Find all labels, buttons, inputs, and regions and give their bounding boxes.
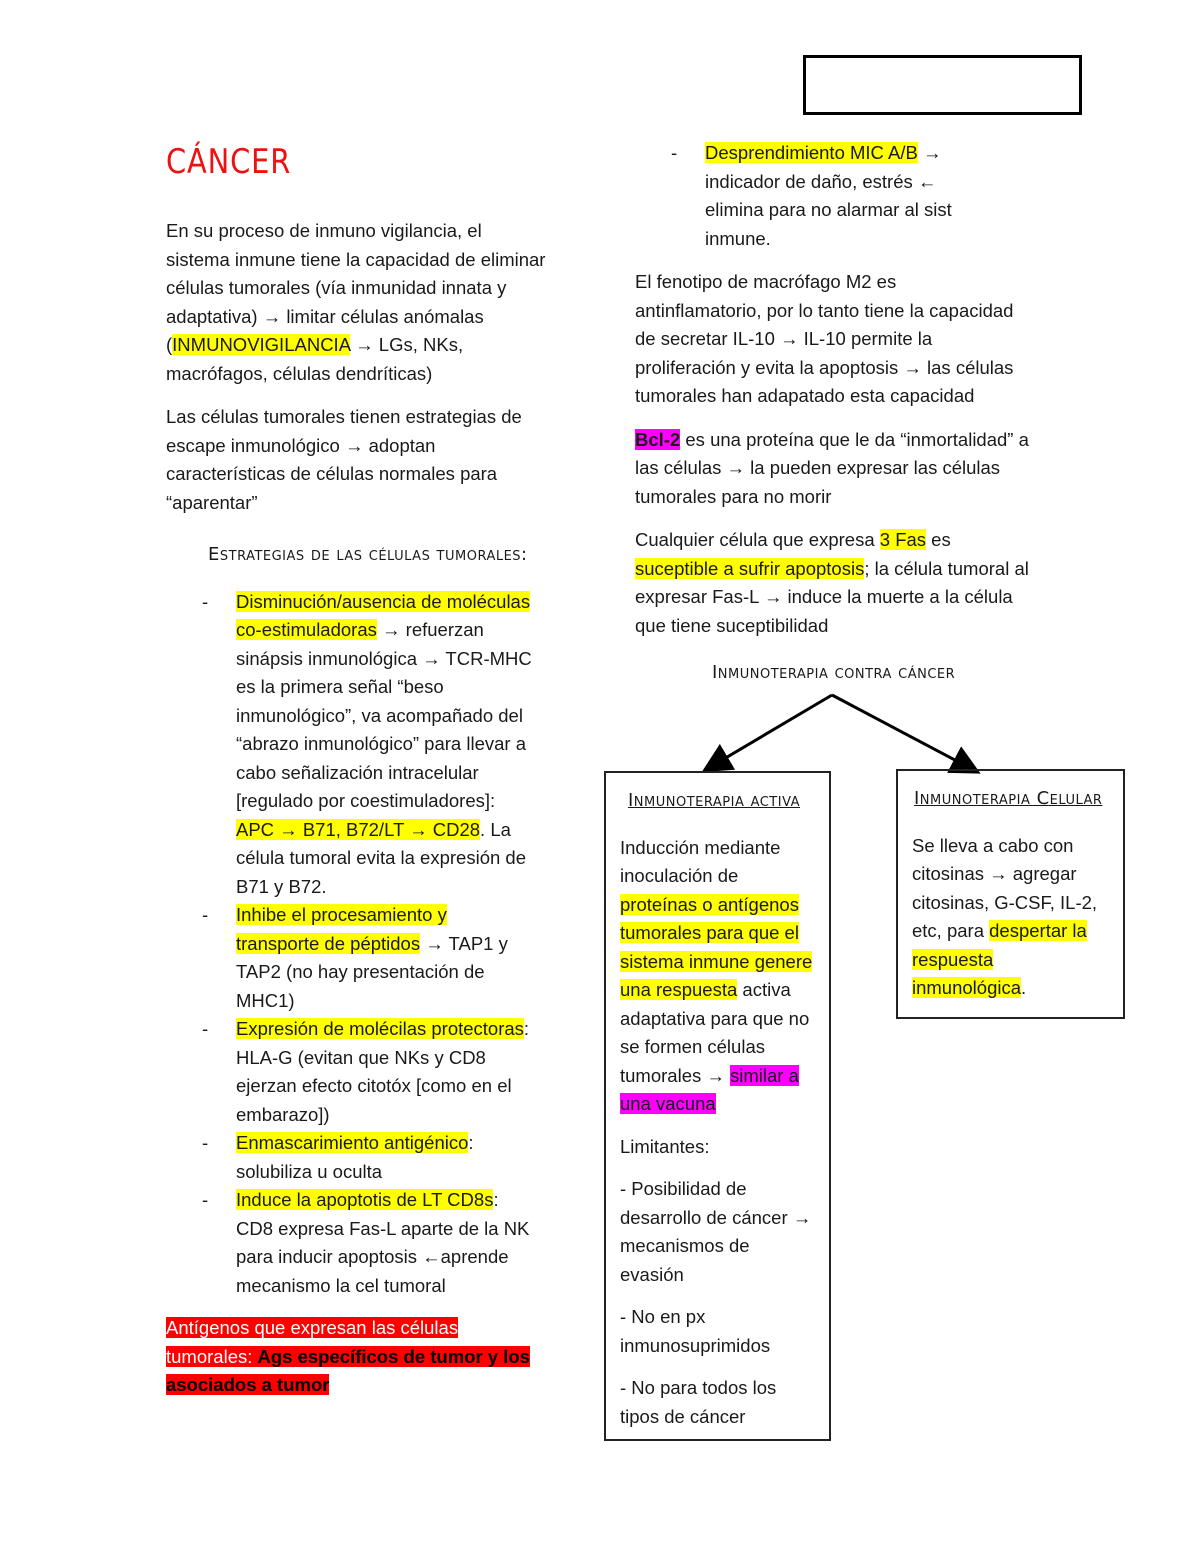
- list-item: - Desprendimiento MIC A/B → indicador de daño, estrés ← elimina para no alarmar al sist inmune.: [671, 139, 991, 253]
- highlight-inmunovigilancia: INMUNOVIGILANCIA: [172, 334, 351, 355]
- arrow-left-icon: [712, 695, 832, 766]
- left-column: [166, 217, 566, 1400]
- cellular-heading: Inmunoterapia Celular: [914, 788, 1103, 809]
- limitation-item: - Posibilidad de desarrollo de cáncer → mecanismos de evasión: [620, 1178, 812, 1285]
- paragraph-escape: Las células tumorales tienen estrategias de escape inmunológico → adoptan características de células normales para “aparentar”: [166, 406, 522, 513]
- list-item: - Expresión de molécilas protectoras: HLA-G (evitan que NKs y CD8 ejerzan efecto citotóx [como en el embarazo]): [202, 1015, 532, 1129]
- limitations-label: Limitantes:: [620, 1135, 710, 1157]
- branch-arrows: [690, 688, 990, 778]
- list-item: - Inhibe el procesamiento y transporte de péptidos → TAP1 y TAP2 (no hay presentación de MHC1): [202, 901, 532, 1015]
- active-text: Inducción mediante inoculación de proteínas o antígenos tumorales para que el sistema inmune genere una respuesta activa adaptativa para que no se formen células tumorales → similar a una vacuna: [620, 836, 813, 1114]
- strategies-heading: Estrategias de las células tumorales:: [208, 544, 528, 565]
- page-title: CÁNCER: [166, 142, 292, 182]
- right-column: [635, 139, 1035, 640]
- immunotherapy-heading: Inmunoterapia contra cáncer: [712, 662, 956, 683]
- active-immunotherapy-box: [604, 771, 831, 1441]
- antigens-paragraph: Antígenos que expresan las células tumorales: Ags específicos de tumor y los asociados a tumor: [166, 1317, 530, 1395]
- paragraph-bcl2: Bcl-2 es una proteína que le da “inmortalidad” a las células → la pueden expresar las células tumorales para no morir: [635, 428, 1029, 507]
- active-heading: Inmunoterapia activa: [628, 790, 801, 811]
- list-item: - Induce la apoptotis de LT CD8s: CD8 expresa Fas-L aparte de la NK para inducir apoptosis ←aprende mecanismo la cel tumoral: [202, 1186, 532, 1300]
- strategies-list: [202, 588, 532, 1301]
- paragraph-fas: Cualquier célula que expresa 3 Fas es suceptible a sufrir apoptosis; la célula tumoral al expresar Fas-L → induce la muerte a la célula que tiene suceptibilidad: [635, 529, 1029, 636]
- paragraph-inmunovigilancia: En su proceso de inmuno vigilancia, el sistema inmune tiene la capacidad de eliminar células tumorales (vía inmunidad innata y adaptativa) → limitar células anómalas (INMUNOVIGILANCIA → LGs, NKs, macrófagos, células dendríticas): [166, 220, 546, 384]
- paragraph-m2: El fenotipo de macrófago M2 es antinflamatorio, por lo tanto tiene la capacidad de secretar IL-10 → IL-10 permite la proliferación y evita la apoptosis → las células tumorales han adapatado esta capacidad: [635, 271, 1014, 406]
- mic-list: [671, 139, 991, 253]
- cellular-immunotherapy-box: [896, 769, 1125, 1019]
- name-box: [803, 55, 1082, 115]
- limitation-item: - No para todos los tipos de cáncer: [620, 1377, 777, 1427]
- limitation-item: - No en px inmunosuprimidos: [620, 1306, 771, 1356]
- arrow-right-icon: [832, 695, 970, 768]
- list-item: - Disminución/ausencia de moléculas co-estimuladoras → refuerzan sinápsis inmunológica → TCR-MHC es la primera señal “beso inmunológico”, va acompañado del “abrazo inmunológico” para llevar a cabo señalización intracelular [regulado por coestimuladores]: APC → B71, B72/LT → CD28. La célula tumoral evita la expresión de B71 y B72.: [202, 588, 532, 902]
- list-item: - Enmascarimiento antigénico: solubiliza u oculta: [202, 1129, 532, 1186]
- cellular-text: Se lleva a cabo con citosinas → agregar citosinas, G-CSF, IL-2, etc, para despertar la respuesta inmunológica.: [912, 834, 1098, 998]
